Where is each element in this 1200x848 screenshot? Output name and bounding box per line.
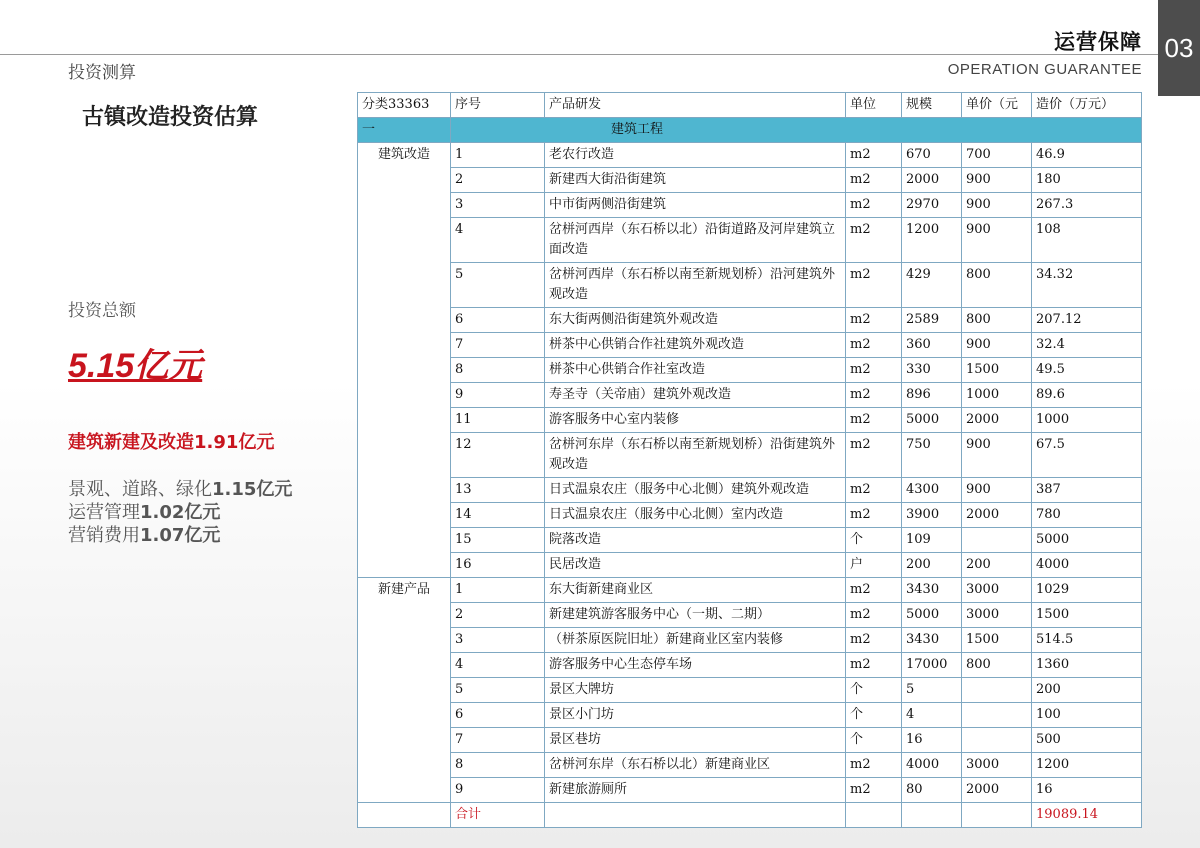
cost-cell: 1000 bbox=[1032, 408, 1142, 433]
row-number-cell: 7 bbox=[451, 333, 545, 358]
scale-cell: 16 bbox=[902, 728, 962, 753]
cost-cell: 32.4 bbox=[1032, 333, 1142, 358]
row-number-cell: 5 bbox=[451, 263, 545, 308]
scale-cell: 200 bbox=[902, 553, 962, 578]
row-number-cell: 5 bbox=[451, 678, 545, 703]
cost-cell: 1200 bbox=[1032, 753, 1142, 778]
scale-cell: 2589 bbox=[902, 308, 962, 333]
unit-cell: m2 bbox=[846, 218, 902, 263]
cost-cell: 180 bbox=[1032, 168, 1142, 193]
table-row bbox=[358, 578, 1142, 603]
product-cell: 新建西大街沿街建筑 bbox=[545, 168, 846, 193]
scale-cell: 1200 bbox=[902, 218, 962, 263]
row-number-cell: 9 bbox=[451, 383, 545, 408]
empty-cell bbox=[962, 803, 1032, 828]
product-cell: 游客服务中心室内装修 bbox=[545, 408, 846, 433]
product-cell: 新建旅游厕所 bbox=[545, 778, 846, 803]
product-cell: 栟茶中心供销合作社室改造 bbox=[545, 358, 846, 383]
investment-label: 运营管理 bbox=[68, 502, 140, 523]
table-row bbox=[358, 168, 1142, 193]
table-row bbox=[358, 653, 1142, 678]
unit-cell: 户 bbox=[846, 553, 902, 578]
row-number-cell: 3 bbox=[451, 628, 545, 653]
scale-cell: 429 bbox=[902, 263, 962, 308]
product-cell: 游客服务中心生态停车场 bbox=[545, 653, 846, 678]
section-number-badge: 03 bbox=[1158, 0, 1200, 96]
cost-cell: 100 bbox=[1032, 703, 1142, 728]
product-cell: 景区巷坊 bbox=[545, 728, 846, 753]
table-row bbox=[358, 503, 1142, 528]
cost-cell: 780 bbox=[1032, 503, 1142, 528]
unit-price-cell bbox=[962, 678, 1032, 703]
empty-cell bbox=[358, 803, 451, 828]
scale-cell: 330 bbox=[902, 358, 962, 383]
total-label: 投资总额 bbox=[68, 301, 136, 321]
product-cell: 老农行改造 bbox=[545, 143, 846, 168]
unit-cell: m2 bbox=[846, 603, 902, 628]
unit-cell: 个 bbox=[846, 528, 902, 553]
row-number-cell: 7 bbox=[451, 728, 545, 753]
scale-cell: 2000 bbox=[902, 168, 962, 193]
total-label-cell: 合计 bbox=[451, 803, 545, 828]
scale-cell: 3430 bbox=[902, 628, 962, 653]
unit-price-cell: 2000 bbox=[962, 778, 1032, 803]
unit-price-cell bbox=[962, 703, 1032, 728]
investment-label: 景观、道路、绿化 bbox=[68, 479, 212, 500]
product-cell: 东大街新建商业区 bbox=[545, 578, 846, 603]
scale-cell: 360 bbox=[902, 333, 962, 358]
column-header: 产品研发 bbox=[545, 93, 846, 118]
empty-cell bbox=[545, 803, 846, 828]
category-cell: 新建产品 bbox=[358, 578, 451, 803]
section-subtitle: OPERATION GUARANTEE bbox=[947, 61, 1142, 78]
investment-line-landscape bbox=[68, 478, 292, 501]
cost-cell: 89.6 bbox=[1032, 383, 1142, 408]
cost-cell: 500 bbox=[1032, 728, 1142, 753]
unit-cell: m2 bbox=[846, 433, 902, 478]
cost-cell: 1500 bbox=[1032, 603, 1142, 628]
unit-cell: m2 bbox=[846, 753, 902, 778]
table-row bbox=[358, 358, 1142, 383]
row-number-cell: 2 bbox=[451, 603, 545, 628]
total-value-cell: 19089.14 bbox=[1032, 803, 1142, 828]
table-row bbox=[358, 383, 1142, 408]
table-row bbox=[358, 753, 1142, 778]
table-row bbox=[358, 778, 1142, 803]
scale-cell: 4000 bbox=[902, 753, 962, 778]
scale-cell: 17000 bbox=[902, 653, 962, 678]
product-cell: 寿圣寺（关帝庙）建筑外观改造 bbox=[545, 383, 846, 408]
unit-cell: m2 bbox=[846, 168, 902, 193]
row-number-cell: 12 bbox=[451, 433, 545, 478]
scale-cell: 3430 bbox=[902, 578, 962, 603]
cost-cell: 49.5 bbox=[1032, 358, 1142, 383]
row-number-cell: 6 bbox=[451, 703, 545, 728]
unit-cell: m2 bbox=[846, 653, 902, 678]
investment-line-marketing bbox=[68, 524, 292, 547]
investment-amount: 1.02亿元 bbox=[140, 502, 221, 523]
scale-cell: 896 bbox=[902, 383, 962, 408]
scale-cell: 2970 bbox=[902, 193, 962, 218]
column-header: 规模 bbox=[902, 93, 962, 118]
product-cell: 中市街两侧沿街建筑 bbox=[545, 193, 846, 218]
section-band-row bbox=[358, 118, 1142, 143]
table-row bbox=[358, 478, 1142, 503]
row-number-cell: 11 bbox=[451, 408, 545, 433]
cost-cell: 267.3 bbox=[1032, 193, 1142, 218]
cost-cell: 46.9 bbox=[1032, 143, 1142, 168]
scale-cell: 5000 bbox=[902, 408, 962, 433]
unit-price-cell: 3000 bbox=[962, 753, 1032, 778]
unit-cell: m2 bbox=[846, 478, 902, 503]
unit-price-cell: 900 bbox=[962, 433, 1032, 478]
header-divider bbox=[0, 54, 1158, 55]
product-cell: 栟茶中心供销合作社建筑外观改造 bbox=[545, 333, 846, 358]
row-number-cell: 4 bbox=[451, 218, 545, 263]
page-title: 古镇改造投资估算 bbox=[82, 105, 259, 130]
product-cell: 岔栟河西岸（东石桥以北）沿街道路及河岸建筑立面改造 bbox=[545, 218, 846, 263]
unit-price-cell: 900 bbox=[962, 333, 1032, 358]
row-number-cell: 8 bbox=[451, 358, 545, 383]
table-row bbox=[358, 433, 1142, 478]
unit-cell: m2 bbox=[846, 503, 902, 528]
unit-cell: 个 bbox=[846, 703, 902, 728]
row-number-cell: 15 bbox=[451, 528, 545, 553]
unit-cell: 个 bbox=[846, 728, 902, 753]
unit-price-cell: 900 bbox=[962, 168, 1032, 193]
product-cell: 景区大牌坊 bbox=[545, 678, 846, 703]
unit-cell: m2 bbox=[846, 578, 902, 603]
total-value: 5.15亿元 bbox=[68, 347, 203, 385]
product-cell: 院落改造 bbox=[545, 528, 846, 553]
product-cell: 日式温泉农庄（服务中心北侧）室内改造 bbox=[545, 503, 846, 528]
unit-price-cell: 800 bbox=[962, 263, 1032, 308]
unit-cell: m2 bbox=[846, 778, 902, 803]
breadcrumb: 投资测算 bbox=[68, 63, 136, 83]
column-header: 分类33363 bbox=[358, 93, 451, 118]
cost-cell: 387 bbox=[1032, 478, 1142, 503]
table-header-row bbox=[358, 93, 1142, 118]
table-row bbox=[358, 333, 1142, 358]
column-header: 序号 bbox=[451, 93, 545, 118]
unit-price-cell: 900 bbox=[962, 193, 1032, 218]
cost-cell: 200 bbox=[1032, 678, 1142, 703]
cost-cell: 34.32 bbox=[1032, 263, 1142, 308]
scale-cell: 109 bbox=[902, 528, 962, 553]
table-row bbox=[358, 728, 1142, 753]
row-number-cell: 14 bbox=[451, 503, 545, 528]
investment-amount: 1.15亿元 bbox=[212, 479, 293, 500]
table-row bbox=[358, 603, 1142, 628]
empty-cell bbox=[902, 803, 962, 828]
unit-price-cell: 2000 bbox=[962, 503, 1032, 528]
table-row bbox=[358, 193, 1142, 218]
band-title: 建筑工程 bbox=[451, 118, 1142, 143]
cost-cell: 67.5 bbox=[1032, 433, 1142, 478]
unit-price-cell: 900 bbox=[962, 478, 1032, 503]
unit-price-cell: 800 bbox=[962, 308, 1032, 333]
table-row bbox=[358, 528, 1142, 553]
cost-cell: 4000 bbox=[1032, 553, 1142, 578]
row-number-cell: 1 bbox=[451, 143, 545, 168]
product-cell: 岔栟河东岸（东石桥以南至新规划桥）沿街建筑外观改造 bbox=[545, 433, 846, 478]
column-header: 单价（元 bbox=[962, 93, 1032, 118]
row-number-cell: 1 bbox=[451, 578, 545, 603]
scale-cell: 4300 bbox=[902, 478, 962, 503]
product-cell: 日式温泉农庄（服务中心北侧）建筑外观改造 bbox=[545, 478, 846, 503]
scale-cell: 5 bbox=[902, 678, 962, 703]
unit-price-cell: 900 bbox=[962, 218, 1032, 263]
unit-cell: m2 bbox=[846, 333, 902, 358]
row-number-cell: 16 bbox=[451, 553, 545, 578]
unit-price-cell: 800 bbox=[962, 653, 1032, 678]
band-number: 一 bbox=[358, 118, 451, 143]
unit-cell: m2 bbox=[846, 143, 902, 168]
cost-cell: 1029 bbox=[1032, 578, 1142, 603]
product-cell: （栟茶原医院旧址）新建商业区室内装修 bbox=[545, 628, 846, 653]
table-row bbox=[358, 143, 1142, 168]
unit-cell: m2 bbox=[846, 383, 902, 408]
product-cell: 岔栟河东岸（东石桥以北）新建商业区 bbox=[545, 753, 846, 778]
investment-line-operations bbox=[68, 501, 292, 524]
table-row bbox=[358, 408, 1142, 433]
unit-price-cell: 200 bbox=[962, 553, 1032, 578]
unit-cell: m2 bbox=[846, 408, 902, 433]
row-number-cell: 2 bbox=[451, 168, 545, 193]
build-investment-line: 建筑新建及改造1.91亿元 bbox=[68, 432, 275, 453]
product-cell: 景区小门坊 bbox=[545, 703, 846, 728]
row-number-cell: 8 bbox=[451, 753, 545, 778]
unit-price-cell: 3000 bbox=[962, 603, 1032, 628]
table-row bbox=[358, 553, 1142, 578]
category-cell: 建筑改造 bbox=[358, 143, 451, 578]
total-row bbox=[358, 803, 1142, 828]
column-header: 单位 bbox=[846, 93, 902, 118]
unit-cell: m2 bbox=[846, 263, 902, 308]
unit-price-cell: 1500 bbox=[962, 628, 1032, 653]
unit-cell: 个 bbox=[846, 678, 902, 703]
empty-cell bbox=[846, 803, 902, 828]
unit-cell: m2 bbox=[846, 358, 902, 383]
cost-cell: 1360 bbox=[1032, 653, 1142, 678]
cost-cell: 108 bbox=[1032, 218, 1142, 263]
row-number-cell: 9 bbox=[451, 778, 545, 803]
table-row bbox=[358, 628, 1142, 653]
scale-cell: 80 bbox=[902, 778, 962, 803]
unit-price-cell: 2000 bbox=[962, 408, 1032, 433]
unit-cell: m2 bbox=[846, 193, 902, 218]
product-cell: 民居改造 bbox=[545, 553, 846, 578]
table-row bbox=[358, 678, 1142, 703]
investment-label: 营销费用 bbox=[68, 525, 140, 546]
column-header: 造价（万元） bbox=[1032, 93, 1142, 118]
investment-table bbox=[357, 92, 1142, 828]
unit-price-cell: 3000 bbox=[962, 578, 1032, 603]
table-row bbox=[358, 218, 1142, 263]
product-cell: 东大街两侧沿街建筑外观改造 bbox=[545, 308, 846, 333]
row-number-cell: 4 bbox=[451, 653, 545, 678]
row-number-cell: 6 bbox=[451, 308, 545, 333]
cost-cell: 16 bbox=[1032, 778, 1142, 803]
product-cell: 新建建筑游客服务中心（一期、二期） bbox=[545, 603, 846, 628]
unit-price-cell: 1000 bbox=[962, 383, 1032, 408]
unit-price-cell bbox=[962, 528, 1032, 553]
unit-cell: m2 bbox=[846, 308, 902, 333]
scale-cell: 750 bbox=[902, 433, 962, 478]
scale-cell: 4 bbox=[902, 703, 962, 728]
cost-cell: 207.12 bbox=[1032, 308, 1142, 333]
row-number-cell: 13 bbox=[451, 478, 545, 503]
investment-amount: 1.07亿元 bbox=[140, 525, 221, 546]
other-investment-list bbox=[68, 478, 292, 547]
scale-cell: 3900 bbox=[902, 503, 962, 528]
product-cell: 岔栟河西岸（东石桥以南至新规划桥）沿河建筑外观改造 bbox=[545, 263, 846, 308]
unit-price-cell: 700 bbox=[962, 143, 1032, 168]
row-number-cell: 3 bbox=[451, 193, 545, 218]
scale-cell: 5000 bbox=[902, 603, 962, 628]
cost-cell: 514.5 bbox=[1032, 628, 1142, 653]
unit-cell: m2 bbox=[846, 628, 902, 653]
cost-cell: 5000 bbox=[1032, 528, 1142, 553]
unit-price-cell: 1500 bbox=[962, 358, 1032, 383]
scale-cell: 670 bbox=[902, 143, 962, 168]
table-row bbox=[358, 703, 1142, 728]
unit-price-cell bbox=[962, 728, 1032, 753]
table-row bbox=[358, 263, 1142, 308]
section-title: 运营保障 bbox=[1054, 30, 1142, 54]
table-row bbox=[358, 308, 1142, 333]
